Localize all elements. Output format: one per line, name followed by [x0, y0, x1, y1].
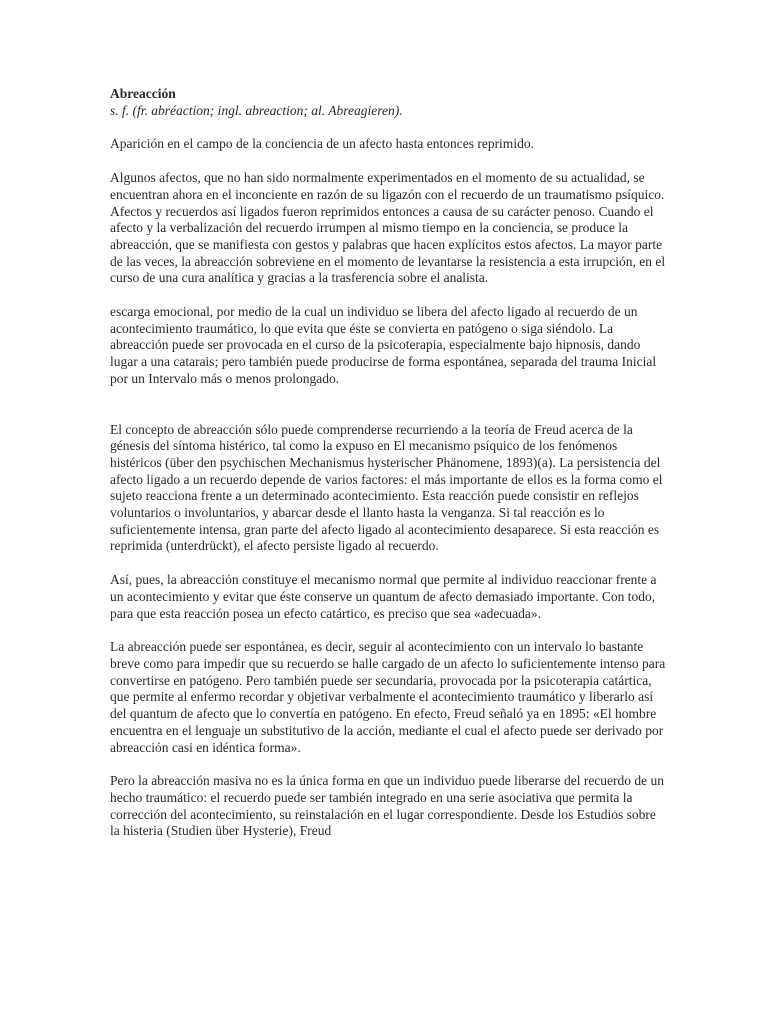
paragraph-massive: Pero la abreacción masiva no es la única forma en que un individuo puede liberarse del recuerdo de un hecho traumático: el recuerdo puede ser también integrado en una serie asociativa que permita la corrección del acontecimiento, su reinstalación en el lugar correspondiente. Desde los Estudios sobre la histeria (Studien über Hysterie), Freud	[110, 773, 665, 839]
paragraph-normal-mechanism: Así, pues, la abreacción constituye el mecanismo normal que permite al individuo reaccionar frente a un acontecimiento y evitar que éste conserve un quantum de afecto demasiado importante. Con todo, para que esta reacción posea un efecto catártico, es preciso que sea «adecuada».	[110, 572, 657, 621]
paragraph-affects: Algunos afectos, que no han sido normalmente experimentados en el momento de su actualidad, se encuentran ahora en el inconciente en razón de su ligazón con el recuerdo de un traumatismo psíquico. Afectos y recuerdos así ligados fueron reprimidos entonces a causa de su carácter penoso. Cuando el afecto y la verbalización del recuerdo irrumpen al mismo tiempo en la conciencia, se produce la abreacción, que se manifiesta con gestos y palabras que hacen explícitos estos afectos. La mayor parte de las veces, la abreacción sobreviene en el momento de levantarse la resistencia a esta irrupción, en el curso de una cura analítica y gracias a la trasferencia sobre el analista.	[110, 170, 666, 286]
paragraph-spacer	[110, 405, 666, 422]
paragraph-discharge: escarga emocional, por medio de la cual un individuo se libera del afecto ligado al recuerdo de un acontecimiento traumático, lo que evita que éste se convierta en patógeno o siga siéndolo. La abreacción puede ser provocada en el curso de la psicoterapia, especialmente bajo hipnosis, dando lugar a una catarais; pero también puede producirse de forma espontánea, separada del trauma Inicial por un Intervalo más o menos prolongado.	[110, 304, 657, 386]
paragraph-concept: El concepto de abreacción sólo puede comprenderse recurriendo a la teoría de Freud acerca de la génesis del síntoma histérico, tal como la expuso en El mecanismo psíquico de los fenómenos histéricos (über den psychischen Mechanismus hysterischer Phänomene, 1893)(a). La persistencia del afecto ligado a un recuerdo depende de varios factores: el más importante de ellos es la forma como el sujeto reacciona frente a un determinado acontecimiento. Esta reacción puede consistir en reflejos voluntarios o involuntarios, y abarcar desde el llanto hasta la venganza. Si tal reacción es lo suficientemente intensa, gran parte del afecto ligado al acontecimiento desaparece. Si esta reacción es reprimida (unterdrückt), el afecto persiste ligado al recuerdo.	[110, 421, 663, 554]
paragraph-spontaneous: La abreacción puede ser espontánea, es decir, seguir al acontecimiento con un intervalo lo bastante breve como para impedir que su recuerdo se halle cargado de un afecto lo suficientemente intenso para convertirse en patógeno. Pero también puede ser secundaria, provocada por la psicoterapia catártica, que permite al enfermo recordar y objetivar verbalmente el acontecimiento traumático y liberarlo así del quantum de afecto que lo convertía en patógeno. En efecto, Freud señaló ya en 1895: «El hombre encuentra en el lenguaje un substitutivo de la acción, mediante el cual el afecto puede ser derivado por abreacción casi en idéntica forma».	[110, 639, 666, 755]
entry-subtitle: s. f. (fr. abréaction; ingl. abreaction; al. Abreagieren).	[110, 102, 403, 118]
paragraph-definition: Aparición en el campo de la conciencia de un afecto hasta entonces reprimido.	[110, 136, 534, 152]
entry-title: Abreacción	[110, 86, 176, 101]
document-page	[110, 86, 666, 857]
